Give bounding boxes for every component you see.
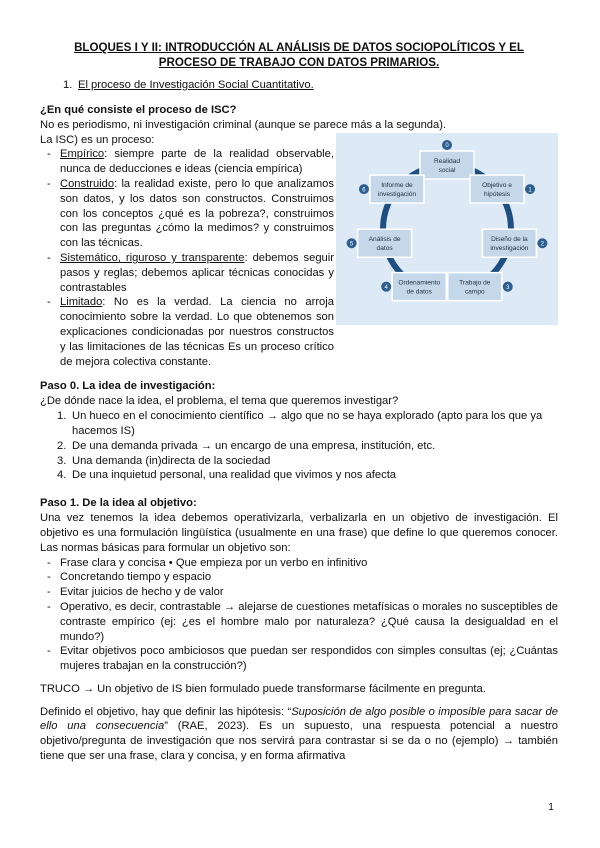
step-label: Diseño de la bbox=[491, 236, 528, 244]
list-item: - Construido: la realidad existe, pero lo que analizamos son datos, y los datos son constructos. Construimos con los conceptos ¿qué es la pobreza?, construimos con las preguntas ¿cómo la medimos? y construimos con las técnicas. bbox=[40, 177, 334, 251]
step-label: investigación bbox=[490, 245, 529, 253]
isc-block bbox=[40, 143, 558, 369]
section-1: 1. El proceso de Investigación Social Cuantitativo. bbox=[63, 79, 314, 91]
cycle-step-6 bbox=[359, 175, 424, 203]
step-label: social bbox=[438, 167, 456, 175]
step-label: Trabajo de bbox=[459, 280, 491, 288]
list-item: - Evitar objetivos poco ambiciosos que puedan ser respondidos con simples consultas (ej; ¿Cuántas mujeres trabajan en la construcción?) bbox=[40, 644, 558, 674]
step-number: 3 bbox=[506, 285, 510, 292]
list-item: - Evitar juicios de hecho y de valor bbox=[40, 585, 558, 600]
step-number: 4 bbox=[384, 285, 388, 292]
cycle-step-3 bbox=[448, 273, 513, 301]
page-number: 1 bbox=[548, 801, 554, 813]
cycle-svg bbox=[336, 133, 558, 325]
list-item: - Sistemático, riguroso y transparente: debemos seguir pasos y reglas; debemos aplicar técnicas conocidas y contrastables bbox=[40, 251, 334, 295]
step-label: Ordenamiento bbox=[398, 280, 441, 288]
paso1-intro: Una vez tenemos la idea debemos operativizarla, verbalizarla en un objetivo de investigación. El objetivo es una formulación lingüística (usualmente en una frase) que define lo que queremos conocer. Las normas básicas para formular un objetivo son: bbox=[40, 512, 558, 554]
isc-heading: ¿En qué consiste el proceso de ISC? bbox=[40, 103, 237, 116]
step-label: Análisis de bbox=[368, 236, 401, 244]
paso0-list bbox=[40, 409, 558, 483]
list-item: - Concretando tiempo y espacio bbox=[40, 570, 558, 585]
step-label: Realidad bbox=[433, 158, 461, 166]
step-number: 5 bbox=[349, 241, 354, 248]
research-cycle-diagram bbox=[336, 133, 558, 325]
isc-paragraph-2: La ISC) es un proceso: bbox=[40, 133, 155, 146]
hipotesis-paragraph: Definido el objetivo, hay que definir las hipótesis: “Suposición de algo posible o imposible para sacar de ello una consecuencia” (RAE, 2023). Es un supuesto, una respuesta potencial a nuestro objetivo/pregunta de investigación que nos servirá para contrastar si se da o no (ejemplo) → también tiene que ser una frase, clara y concisa, y en forma afirmativa bbox=[40, 705, 559, 763]
paso0-intro: ¿De dónde nace la idea, el problema, el tema que queremos investigar? bbox=[40, 395, 399, 408]
step-label: hipótesis bbox=[484, 191, 511, 199]
cycle-step-2 bbox=[482, 230, 547, 258]
paso1-heading: Paso 1. De la idea al objetivo: bbox=[40, 497, 197, 510]
step-label: Informe de bbox=[381, 182, 413, 190]
cycle-step-1 bbox=[470, 175, 535, 203]
list-item: 2. De una demanda privada → un encargo de una empresa, institución, etc. bbox=[57, 439, 436, 452]
document-title: BLOQUES I Y II: INTRODUCCIÓN AL ANÁLISIS DE DATOS SOCIOPOLÍTICOS Y EL PROCESO DE TRABAJO CON DATOS PRIMARIOS. bbox=[74, 41, 524, 69]
list-item: - Operativo, es decir, contrastable → alejarse de cuestiones metafísicas o morales no susceptibles de contraste empírico (ej: ¿es el hombre malo por naturaleza? ¿Qué causa la desigualdad en el mundo?) bbox=[40, 600, 558, 644]
list-item: 3. Una demanda (in)directa de la sociedad bbox=[57, 454, 271, 467]
section-1-label: El proceso de Investigación Social Cuantitativo. bbox=[78, 79, 314, 91]
step-number: 0 bbox=[445, 143, 449, 150]
cycle-step-4 bbox=[381, 273, 446, 301]
step-number: 6 bbox=[362, 187, 366, 194]
paso1-list bbox=[40, 556, 558, 674]
step-number: 1 bbox=[528, 187, 532, 194]
step-box bbox=[420, 151, 474, 179]
list-item: - Limitado: No es la verdad. La ciencia no arroja conocimiento sobre la verdad. Lo que obtenemos son explicaciones condicionadas por nuestros constructos y las limitaciones de las técnicas Es un proceso crítico de mejora colectiva constante. bbox=[40, 295, 334, 369]
isc-list bbox=[40, 147, 334, 369]
document-page bbox=[40, 40, 558, 764]
step-number: 2 bbox=[540, 241, 545, 248]
list-item: 4. De una inquietud personal, una realidad que vivimos y nos afecta bbox=[57, 469, 397, 482]
step-label: de datos bbox=[406, 289, 432, 297]
list-item: - Frase clara y concisa • Que empieza por un verbo en infinitivo bbox=[40, 556, 558, 571]
step-label: investigación bbox=[377, 191, 417, 199]
truco-text: TRUCO → Un objetivo de IS bien formulado puede transformarse fácilmente en pregunta. bbox=[40, 682, 486, 695]
list-item: 1. Un hueco en el conocimiento científico → algo que no se haya explorado (apto para los que ya hacemos IS) bbox=[57, 410, 543, 437]
isc-paragraph-1: No es periodismo, ni investigación criminal (aunque se parece más a la segunda). bbox=[40, 118, 447, 131]
cycle-step-5 bbox=[347, 230, 412, 258]
cycle-step-0 bbox=[420, 140, 474, 179]
list-item: - Empírico: siempre parte de la realidad observable, nunca de deducciones e ideas (ciencia empírica) bbox=[40, 147, 334, 177]
step-label: datos bbox=[376, 245, 393, 253]
step-label: campo bbox=[464, 289, 485, 297]
step-label: Objetivo e bbox=[482, 182, 512, 190]
paso0-heading: Paso 0. La idea de investigación: bbox=[40, 380, 216, 393]
